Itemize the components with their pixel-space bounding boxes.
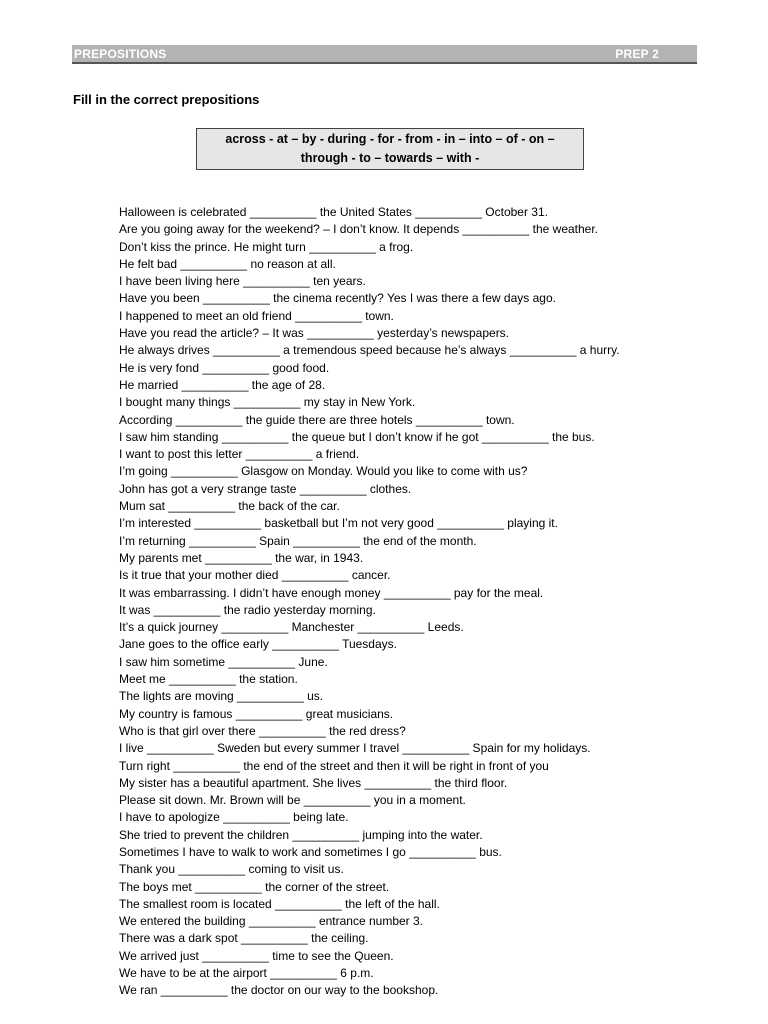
item-sentence: He is very fond __________ good food. [119, 360, 330, 375]
item-sentence: I have been living here __________ ten years. [119, 274, 366, 289]
item-sentence: My parents met __________ the war, in 1943. [119, 550, 364, 565]
item-sentence: My sister has a beautiful apartment. She lives __________ the third floor. [119, 775, 508, 790]
item-sentence: We arrived just __________ time to see the Queen. [119, 948, 394, 963]
item-sentence: I have to apologize __________ being late. [119, 810, 349, 825]
item-sentence: I’m going __________ Glasgow on Monday. Would you like to come with us? [119, 464, 528, 479]
item-sentence: Jane goes to the office early __________ Tuesdays. [119, 637, 397, 652]
item-sentence: According __________ the guide there are three hotels __________ town. [119, 412, 515, 427]
item-sentence: There was a dark spot __________ the ceiling. [119, 931, 369, 946]
item-sentence: Are you going away for the weekend? – I don’t know. It depends __________ the weather. [119, 222, 599, 237]
item-sentence: We have to be at the airport __________ 6 p.m. [119, 966, 374, 981]
header-title: PREPOSITIONS [74, 46, 167, 61]
item-sentence: Sometimes I have to walk to work and sometimes I go __________ bus. [119, 844, 502, 859]
item-sentence: Meet me __________ the station. [119, 672, 298, 687]
item-sentence: I saw him standing __________ the queue but I don’t know if he got __________ the bus. [119, 429, 595, 444]
item-sentence: Halloween is celebrated __________ the United States __________ October 31. [119, 205, 548, 219]
item-sentence: It’s a quick journey __________ Manchester __________ Leeds. [119, 620, 464, 635]
item-sentence: Have you been __________ the cinema recently? Yes I was there a few days ago. [119, 291, 556, 306]
item-sentence: Mum sat __________ the back of the car. [119, 499, 340, 514]
instructions: Fill in the correct prepositions [73, 92, 260, 107]
item-sentence: Is it true that your mother died __________ cancer. [119, 568, 391, 583]
item-sentence: I’m interested __________ basketball but I’m not very good __________ playing it. [119, 516, 558, 531]
item-sentence: The boys met __________ the corner of the street. [119, 879, 390, 894]
item-sentence: Who is that girl over there __________ the red dress? [119, 723, 406, 738]
item-sentence: It was __________ the radio yesterday morning. [119, 602, 376, 617]
header-code: PREP 2 [615, 46, 659, 61]
item-sentence: I bought many things __________ my stay in New York. [119, 395, 416, 410]
word-box [196, 128, 584, 170]
item-sentence: I’m returning __________ Spain __________ the end of the month. [119, 533, 477, 548]
item-sentence: She tried to prevent the children __________ jumping into the water. [119, 827, 483, 842]
item-sentence: I happened to meet an old friend __________ town. [119, 308, 394, 323]
item-sentence: He always drives __________ a tremendous speed because he’s always __________ a hurry. [119, 343, 620, 358]
item-sentence: I saw him sometime __________ June. [119, 654, 328, 669]
item-sentence: My country is famous __________ great musicians. [119, 706, 394, 721]
item-sentence: I want to post this letter __________ a friend. [119, 447, 360, 462]
item-sentence: The smallest room is located __________ the left of the hall. [119, 896, 440, 911]
item-sentence: I live __________ Sweden but every summer I travel __________ Spain for my holidays. [119, 741, 591, 756]
item-sentence: It was embarrassing. I didn’t have enough money __________ pay for the meal. [119, 585, 544, 600]
item-sentence: John has got a very strange taste __________ clothes. [119, 481, 412, 496]
item-sentence: Turn right __________ the end of the street and then it will be right in front of you [119, 758, 549, 773]
word-box-line-1: across - at – by - during - for - from - in – into – of - on – [225, 132, 555, 146]
item-sentence: Don’t kiss the prince. He might turn __________ a frog. [119, 239, 414, 254]
header-bar [72, 45, 697, 64]
item-sentence: We entered the building __________ entrance number 3. [119, 914, 424, 929]
item-sentence: The lights are moving __________ us. [119, 689, 324, 704]
item-sentence: Please sit down. Mr. Brown will be __________ you in a moment. [119, 793, 466, 808]
item-sentence: He married __________ the age of 28. [119, 377, 326, 392]
item-sentence: He felt bad __________ no reason at all. [119, 256, 336, 271]
item-sentence: We ran __________ the doctor on our way to the bookshop. [119, 983, 439, 998]
word-box-line-2: through - to – towards – with - [300, 151, 480, 165]
item-sentence: Thank you __________ coming to visit us. [119, 862, 344, 877]
item-sentence: Have you read the article? – It was __________ yesterday’s newspapers. [119, 326, 510, 341]
